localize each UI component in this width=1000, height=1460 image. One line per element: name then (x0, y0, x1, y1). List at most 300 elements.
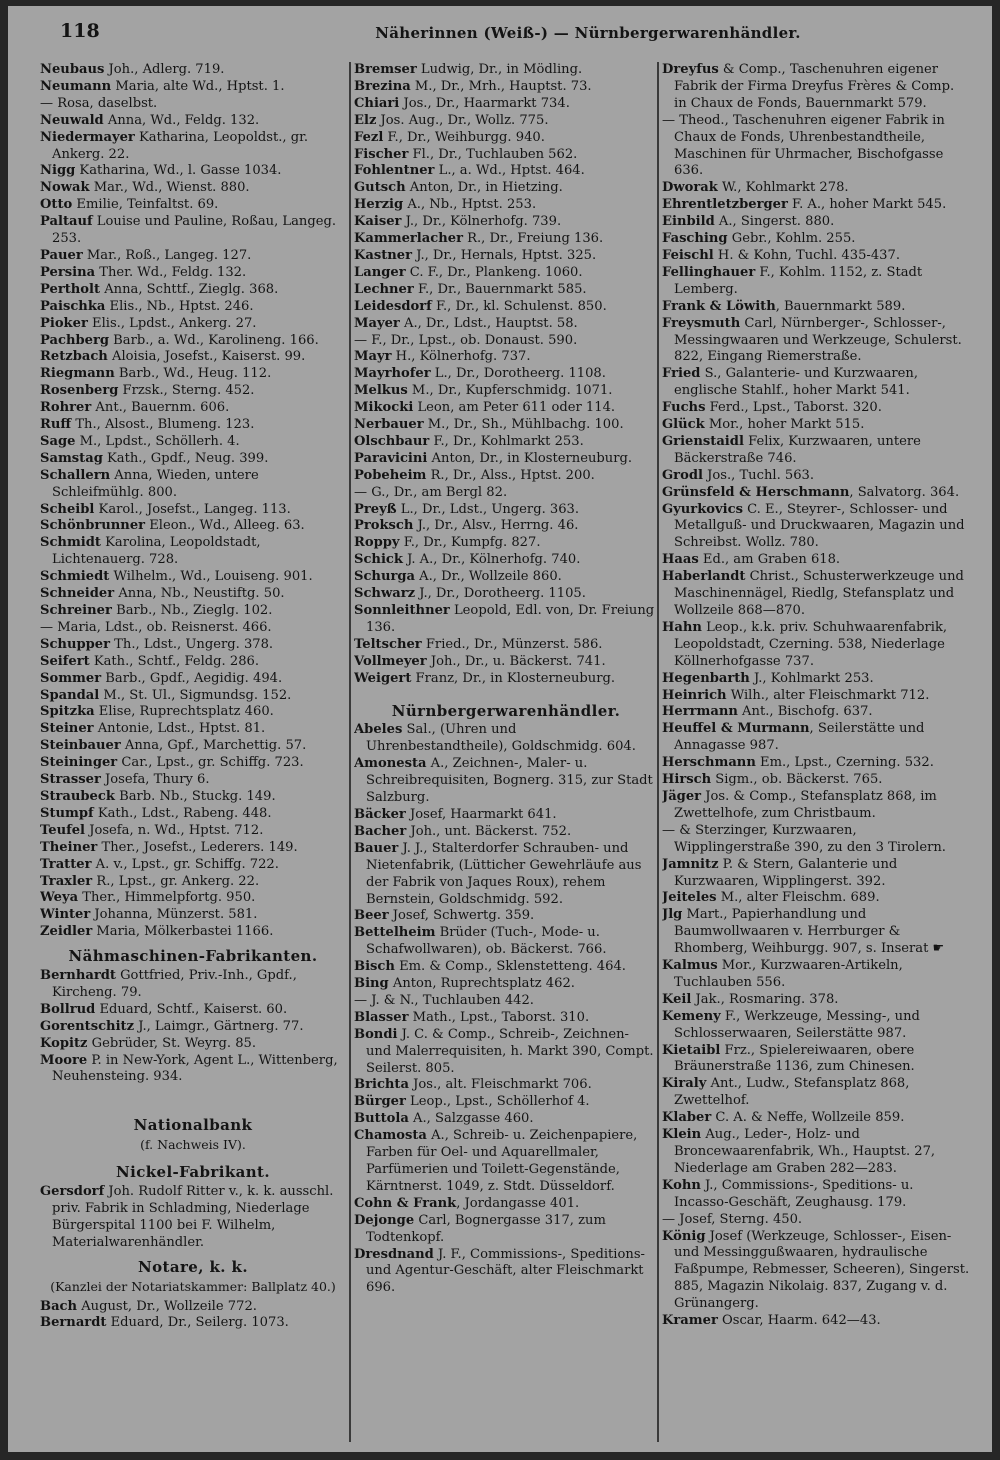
entry-details: Josefa, Thury 6. (100, 772, 210, 788)
entry-name: Tratter (40, 856, 92, 872)
entry-name: Weigert (354, 670, 412, 686)
entry-name: Paltauf (40, 214, 93, 230)
entry-details: M., Dr., Mrh., Hauptst. 73. (410, 78, 592, 94)
directory-entry (40, 789, 346, 806)
directory-entry (662, 907, 970, 958)
entry-details: F., Dr., Kohlmarkt 253. (429, 433, 584, 449)
directory-entry (40, 417, 346, 434)
section-subheading-notare: (Kanzlei der Notariatskammer: Ballplatz 40.) (50, 1278, 336, 1294)
entry-details: F., Dr., Bauernmarkt 585. (413, 281, 587, 297)
directory-entry (354, 282, 658, 299)
section-heading-sewing-machines: Nähmaschinen-Fabrikanten. (68, 947, 318, 966)
entry-details: M., Dr., Sh., Mühlbachg. 100. (423, 417, 624, 433)
entry-name: Fischer (354, 146, 409, 162)
directory-entry (354, 756, 658, 807)
entry-details: Johanna, Münzerst. 581. (90, 907, 258, 923)
entry-details: R., Dr., Alss., Hptst. 200. (426, 467, 595, 483)
entry-name: Jäger (662, 788, 702, 804)
entry-name: Fasching (662, 231, 728, 247)
directory-entry (40, 282, 346, 299)
directory-entry (354, 1196, 658, 1213)
entry-name: Persina (40, 264, 96, 280)
sewing-machine-list (40, 968, 346, 1086)
entry-name: Schallern (40, 467, 111, 483)
entry-name: Mayr (354, 349, 392, 365)
directory-entry (40, 637, 346, 654)
entry-name: Jlg (662, 907, 683, 923)
entry-details: Jos. Aug., Dr., Wollz. 775. (376, 112, 549, 128)
directory-entry (354, 1213, 658, 1247)
directory-entry (354, 1094, 658, 1111)
entry-details: Jos., alt. Fleischmarkt 706. (408, 1077, 592, 1093)
entry-details: Aug., Leder-, Holz- und Broncewaarenfabrik, Wh., Hauptst. 27, Niederlage am Graben 282—283. (674, 1127, 936, 1176)
directory-entry (40, 468, 346, 502)
entry-details: C. F., Dr., Plankeng. 1060. (405, 264, 583, 280)
directory-entry (354, 824, 658, 841)
entry-name: Langer (354, 264, 406, 280)
entry-name: Haas (662, 552, 699, 568)
entry-name: Riegmann (40, 366, 115, 382)
dealer-list (354, 722, 658, 1297)
entry-name: Bach (40, 1298, 78, 1314)
entry-name: Pertholt (40, 281, 101, 297)
directory-entry (354, 1111, 658, 1128)
directory-entry (354, 925, 658, 959)
entry-details: Gebrüder, St. Weyrg. 85. (87, 1035, 257, 1051)
entry-details: Frzsk., Sterng. 452. (118, 383, 255, 399)
entry-details: Kath., Ldst., Rabeng. 448. (93, 805, 272, 821)
entry-name: Nigg (40, 163, 76, 179)
entry-name: Chamosta (354, 1128, 427, 1144)
entry-details: Anna, Nb., Neustiftg. 50. (114, 586, 285, 602)
column-middle (354, 62, 658, 1444)
entry-details: Barb., Gpdf., Aegidig. 494. (101, 670, 283, 686)
entry-details: F. A., hoher Markt 545. (787, 197, 947, 213)
entry-details: H., Kölnerhofg. 737. (391, 349, 531, 365)
entry-name: Kammerlacher (354, 231, 463, 247)
entry-details: A., Dr., Wollzeile 860. (415, 569, 562, 585)
entry-details: — Rosa, daselbst. (40, 95, 158, 111)
column-right (662, 62, 970, 1444)
entry-details: , Seilerstätte und Annagasse 987. (674, 721, 925, 754)
entry-details: Katharina, Leopoldst., gr. Ankerg. 22. (52, 129, 309, 162)
entry-details: Joh., Dr., u. Bäckerst. 741. (426, 653, 606, 669)
directory-entry (662, 1313, 970, 1330)
entry-details: Anna, Wieden, untere Schleifmühlg. 800. (52, 467, 259, 500)
directory-entry (40, 772, 346, 789)
entry-name: Niedermayer (40, 129, 135, 145)
entry-name: Paravicini (354, 450, 428, 466)
directory-entry (354, 180, 658, 197)
directory-entry (662, 704, 970, 721)
entry-name: Bondi (354, 1026, 398, 1042)
entry-name: Schupper (40, 636, 111, 652)
directory-entry (40, 316, 346, 333)
entry-details: A., Nb., Hptst. 253. (403, 197, 537, 213)
entry-details: Kath., Gpdf., Neug. 399. (102, 450, 269, 466)
entry-name: Ehrentletzberger (662, 197, 788, 213)
entry-name: Leidesdorf (354, 298, 432, 314)
directory-entry (40, 214, 346, 248)
directory-entry (40, 968, 346, 1002)
directory-entry (662, 62, 970, 113)
entry-name: Kastner (354, 247, 413, 263)
directory-entry (354, 1077, 658, 1094)
entry-name: Rosenberg (40, 383, 119, 399)
entry-name: Pobeheim (354, 467, 427, 483)
directory-entry (662, 248, 970, 265)
entry-details: M., Dr., Kupferschmidg. 1071. (407, 383, 613, 399)
directory-entry (662, 1076, 970, 1110)
entry-name: Nowak (40, 180, 90, 196)
entry-name: Kietaibl (662, 1042, 721, 1058)
entry-details: Maria, Mölkerbastei 1166. (92, 924, 274, 940)
entry-name: Schreiner (40, 603, 112, 618)
directory-entry (40, 180, 346, 197)
entry-name: Straubeck (40, 788, 115, 804)
directory-entry (40, 366, 346, 383)
directory-entry (662, 569, 970, 620)
directory-entry (354, 1010, 658, 1027)
directory-entry (40, 620, 346, 637)
entry-details: Ludwig, Dr., in Mödling. (416, 62, 583, 77)
entry-details: August, Dr., Wollzeile 772. (77, 1298, 257, 1314)
entry-details: C. A. & Neffe, Wollzeile 859. (711, 1110, 905, 1126)
directory-entry (40, 535, 346, 569)
directory-entry (354, 62, 658, 79)
entry-details: Carl, Bognergasse 317, zum Todtenkopf. (366, 1212, 606, 1245)
entry-details: Katharina, Wd., l. Gasse 1034. (75, 163, 282, 179)
entry-details: Fl., Dr., Tuchlauben 562. (408, 146, 578, 162)
directory-entry (662, 197, 970, 214)
directory-entry (662, 316, 970, 367)
entry-details: Anton, Dr., in Klosterneuburg. (427, 450, 633, 466)
directory-entry (662, 434, 970, 468)
directory-entry (354, 299, 658, 316)
entry-name: Glück (662, 417, 705, 433)
directory-entry (354, 535, 658, 552)
directory-entry (354, 552, 658, 569)
seamstress-list (40, 62, 346, 941)
nickel-list (40, 1184, 346, 1252)
directory-entry (662, 755, 970, 772)
directory-entry (662, 1212, 970, 1229)
entry-details: Fried., Dr., Münzerst. 586. (421, 636, 603, 652)
entry-name: Pioker (40, 315, 88, 331)
entry-details: F., Dr., kl. Schulenst. 850. (431, 298, 607, 314)
entry-name: Brichta (354, 1077, 409, 1093)
entry-details: J., Commissions-, Speditions- u. Incasso-Geschäft, Zeughausg. 179. (674, 1177, 914, 1210)
entry-details: Jos., Tuchl. 563. (702, 467, 815, 483)
entry-name: Bing (354, 976, 389, 992)
entry-name: Spandal (40, 687, 100, 703)
directory-entry (662, 772, 970, 789)
entry-details: Leopold, Edl. von, Dr. Freiung 136. (366, 603, 655, 635)
entry-details: Ant., Ludw., Stefansplatz 868, Zwettelhof. (674, 1076, 910, 1109)
entry-name: Roppy (354, 535, 400, 551)
directory-entry (354, 993, 658, 1010)
directory-entry (354, 316, 658, 333)
entry-details: — J. & N., Tuchlauben 442. (354, 992, 534, 1008)
entry-details: Elis., Nb., Hptst. 246. (105, 298, 254, 314)
entry-name: Bernhardt (40, 968, 116, 984)
entry-details: A., Zeichnen-, Maler- u. Schreibrequisiten, Bognerg. 315, zur Stadt Salzburg. (366, 756, 653, 806)
directory-entry (662, 890, 970, 907)
directory-entry (354, 1247, 658, 1298)
column-left (40, 62, 346, 1444)
entry-name: Neubaus (40, 62, 105, 77)
directory-entry (662, 265, 970, 299)
entry-details: Ant., Bischofg. 637. (737, 704, 873, 720)
entry-name: Scheibl (40, 501, 95, 517)
entry-name: Winter (40, 907, 91, 923)
directory-entry (40, 1184, 346, 1252)
entry-details: Joh., Adlerg. 719. (104, 62, 225, 77)
directory-entry (40, 451, 346, 468)
entry-name: Zeidler (40, 924, 93, 940)
entry-details: Anna, Wd., Feldg. 132. (103, 112, 260, 128)
entry-details: P. in New-York, Agent L., Wittenberg, Neuhensteing. 934. (52, 1052, 338, 1085)
entry-name: Strasser (40, 772, 101, 788)
directory-entry (662, 688, 970, 705)
directory-entry (662, 366, 970, 400)
entry-name: Kaiser (354, 214, 402, 230)
entry-name: Fellinghauer (662, 264, 756, 280)
entry-name: Theiner (40, 839, 98, 855)
entry-name: Frank & Löwith (662, 298, 776, 314)
entry-details: J. A., Dr., Kölnerhofg. 740. (402, 552, 581, 568)
entry-name: Herrmann (662, 704, 738, 720)
entry-name: Traxler (40, 873, 93, 889)
entry-details: R., Dr., Freiung 136. (462, 231, 604, 247)
entry-name: Olschbaur (354, 433, 430, 449)
directory-entry (40, 434, 346, 451)
directory-entry (40, 1299, 346, 1316)
entry-details: Th., Alsost., Blumeng. 123. (71, 417, 255, 433)
entry-name: Herschmann (662, 755, 756, 771)
entry-name: Hahn (662, 619, 702, 635)
entry-name: Seifert (40, 653, 90, 669)
entry-details: F., Werkzeuge, Messing-, und Schlosserwaaren, Seilerstätte 987. (674, 1008, 920, 1041)
entry-name: Kohn (662, 1177, 701, 1193)
directory-entry (40, 823, 346, 840)
entry-name: Haberlandt (662, 569, 746, 585)
directory-entry (354, 147, 658, 164)
entry-name: Nerbauer (354, 417, 424, 433)
entry-name: Gutsch (354, 180, 406, 196)
entry-details: Math., Lpst., Taborst. 310. (408, 1009, 590, 1025)
entry-details: Elis., Lpdst., Ankerg. 27. (87, 315, 257, 331)
entry-details: Sigm., ob. Bäckerst. 765. (711, 772, 883, 788)
directory-entry (40, 586, 346, 603)
directory-entry (662, 468, 970, 485)
entry-details: F., Dr., Kumpfg. 827. (399, 535, 541, 551)
entry-details: Wilh., alter Fleischmarkt 712. (726, 687, 930, 703)
entry-details: Oscar, Haarm. 642—43. (717, 1313, 881, 1329)
directory-entry (354, 586, 658, 603)
directory-entry (354, 807, 658, 824)
directory-entry (662, 789, 970, 823)
entry-details: Barb. Nb., Stuckg. 149. (114, 788, 276, 804)
directory-entry (40, 400, 346, 417)
entry-name: Retzbach (40, 349, 108, 365)
directory-entry (662, 231, 970, 248)
entry-name: Pauer (40, 247, 83, 263)
entry-name: Kiraly (662, 1076, 707, 1092)
directory-entry (354, 518, 658, 535)
entry-name: Preyß (354, 501, 397, 517)
entry-name: Bauer (354, 840, 399, 856)
entry-name: Bollrud (40, 1001, 96, 1017)
entry-name: Kemeny (662, 1008, 721, 1024)
entry-name: Bremser (354, 62, 417, 77)
directory-entry (354, 383, 658, 400)
directory-entry (40, 518, 346, 535)
running-title: Näherinnen (Weiß-) — Nürnbergerwarenhändler. (375, 24, 801, 42)
entry-details: Josefa, n. Wd., Hptst. 712. (85, 822, 264, 838)
entry-details: Mar., Roß., Langeg. 127. (82, 247, 252, 263)
entry-name: Heinrich (662, 687, 727, 703)
directory-entry (662, 400, 970, 417)
entry-details: Josef, Schwertg. 359. (388, 908, 535, 924)
directory-entry (40, 569, 346, 586)
entry-name: Bäcker (354, 806, 406, 822)
entry-name: Kopitz (40, 1035, 88, 1051)
directory-entry (40, 671, 346, 688)
notary-list (40, 1299, 346, 1333)
directory-entry (40, 113, 346, 130)
entry-name: Ruff (40, 417, 72, 433)
entry-details: Barb., Wd., Heug. 112. (114, 366, 272, 382)
directory-entry (40, 874, 346, 891)
directory-entry (40, 738, 346, 755)
entry-name: Amonesta (354, 756, 427, 772)
entry-name: Rohrer (40, 400, 92, 416)
entry-details: Mor., hoher Markt 515. (704, 417, 865, 433)
entry-name: Kramer (662, 1313, 718, 1329)
section-heading-nickel: Nickel-Fabrikant. (115, 1163, 270, 1182)
entry-details: Joh. Rudolf Ritter v., k. k. ausschl. priv. Fabrik in Schladming, Niederlage Bürgerspital 1100 bei F. Wilhelm, Materialwarenhändler. (52, 1184, 334, 1250)
entry-name: Kalmus (662, 958, 718, 974)
directory-entry (40, 130, 346, 164)
entry-name: Jeiteles (662, 890, 717, 906)
entry-details: Anton, Dr., in Hietzing. (405, 180, 563, 196)
running-head (8, 6, 992, 50)
entry-name: Chiari (354, 95, 400, 111)
entry-details: F., Kohlm. 1152, z. Stadt Lemberg. (674, 264, 923, 297)
entry-name: Dejonge (354, 1212, 415, 1228)
entry-details: J. J., Stalterdorfer Schrauben- und Nietenfabrik, (Lütticher Gewehrläufe aus der Fabrik von Jaques Roux), rehem Bernstein, Goldschmidg. 592. (366, 840, 642, 907)
directory-entry (40, 79, 346, 96)
entry-details: J. C. & Comp., Schreib-, Zeichnen- und Malerrequisiten, h. Markt 390, Compt. Seilerst. 805. (366, 1026, 654, 1076)
directory-entry (354, 908, 658, 925)
section-heading-nationalbank: Nationalbank (133, 1116, 253, 1135)
entry-name: Bettelheim (354, 925, 436, 941)
entry-details: Karol., Josefst., Langeg. 113. (94, 501, 291, 517)
entry-details: Ther., Josefst., Lederers. 149. (97, 839, 298, 855)
directory-entry (354, 722, 658, 756)
directory-entry (662, 1229, 970, 1314)
directory-entry (40, 1002, 346, 1019)
entry-name: Moore (40, 1052, 88, 1068)
directory-entry (40, 265, 346, 282)
entry-details: Ferd., Lpst., Taborst. 320. (705, 400, 882, 416)
entry-name: Mayrhofer (354, 366, 431, 382)
directory-entry (354, 96, 658, 113)
directory-entry (354, 333, 658, 350)
entry-name: Fohlentner (354, 163, 435, 179)
directory-entry (354, 569, 658, 586)
entry-details: — Josef, Sterng. 450. (662, 1211, 803, 1227)
entry-details: , Bauernmarkt 589. (775, 298, 906, 314)
entry-details: M., alter Fleischm. 689. (716, 890, 880, 906)
entry-name: Bernardt (40, 1315, 107, 1331)
entry-details: Ant., Bauernm. 606. (91, 400, 230, 416)
entry-name: Schwarz (354, 586, 416, 602)
entry-name: Mikocki (354, 400, 414, 416)
entry-name: Klaber (662, 1110, 712, 1126)
entry-details: Eduard, Dr., Seilerg. 1073. (106, 1315, 289, 1331)
entry-name: Buttola (354, 1111, 409, 1127)
directory-entry (354, 468, 658, 485)
entry-name: Steinbauer (40, 738, 121, 754)
directory-entry (354, 451, 658, 468)
directory-entry (662, 958, 970, 992)
directory-entry (354, 671, 658, 688)
directory-entry (662, 721, 970, 755)
directory-entry (662, 180, 970, 197)
directory-entry (40, 907, 346, 924)
directory-entry (662, 1043, 970, 1077)
entry-details: Elise, Ruprechtsplatz 460. (94, 704, 274, 720)
entry-details: Ther. Wd., Feldg. 132. (95, 264, 247, 280)
directory-entry (354, 959, 658, 976)
entry-name: Teufel (40, 822, 86, 838)
entry-details: H. & Kohn, Tuchl. 435-437. (713, 247, 900, 263)
directory-entry (40, 688, 346, 705)
entry-name: Gorentschitz (40, 1018, 135, 1034)
directory-entry (40, 603, 346, 620)
entry-details: L., a. Wd., Hptst. 464. (434, 163, 585, 179)
directory-entry (40, 654, 346, 671)
entry-details: Josef (Werkzeuge, Schlosser-, Eisen- und Messinggußwaaren, hydraulische Faßpumpe, Rebmesser, Scheeren), Singerst. 885, Magazin Nikolaig. 837, Zugang v. d. Grünangerg. (674, 1228, 970, 1312)
entry-name: Teltscher (354, 636, 422, 652)
entry-details: Felix, Kurzwaaren, untere Bäckerstraße 746. (674, 433, 921, 466)
entry-details: & Comp., Taschenuhren eigener Fabrik der Firma Dreyfus Frères & Comp. in Chaux de Fonds, Bauernmarkt 579. (674, 62, 955, 111)
directory-entry (40, 383, 346, 400)
directory-entry (354, 976, 658, 993)
entry-details: Antonie, Ldst., Hptst. 81. (93, 721, 266, 737)
entry-details: L., Dr., Ldst., Ungerg. 363. (396, 501, 580, 517)
directory-entry (40, 248, 346, 265)
directory-entry (40, 1053, 346, 1087)
directory-entry (662, 552, 970, 569)
entry-name: Pachberg (40, 332, 110, 348)
directory-entry (662, 823, 970, 857)
entry-name: Fezl (354, 129, 384, 145)
entry-details: Kath., Schtf., Feldg. 286. (89, 653, 260, 669)
entry-details: Em., Lpst., Czerning. 532. (755, 755, 934, 771)
entry-name: Schurga (354, 569, 416, 585)
section-heading-nuernbergerwaren: Nürnbergerwarenhändler. (391, 701, 621, 720)
entry-name: Blasser (354, 1009, 409, 1025)
entry-details: Ther., Himmelpfortg. 950. (78, 890, 256, 906)
directory-entry (40, 890, 346, 907)
directory-entry (40, 502, 346, 519)
directory-entry (354, 400, 658, 417)
directory-entry (354, 265, 658, 282)
entry-name: Klein (662, 1127, 702, 1143)
